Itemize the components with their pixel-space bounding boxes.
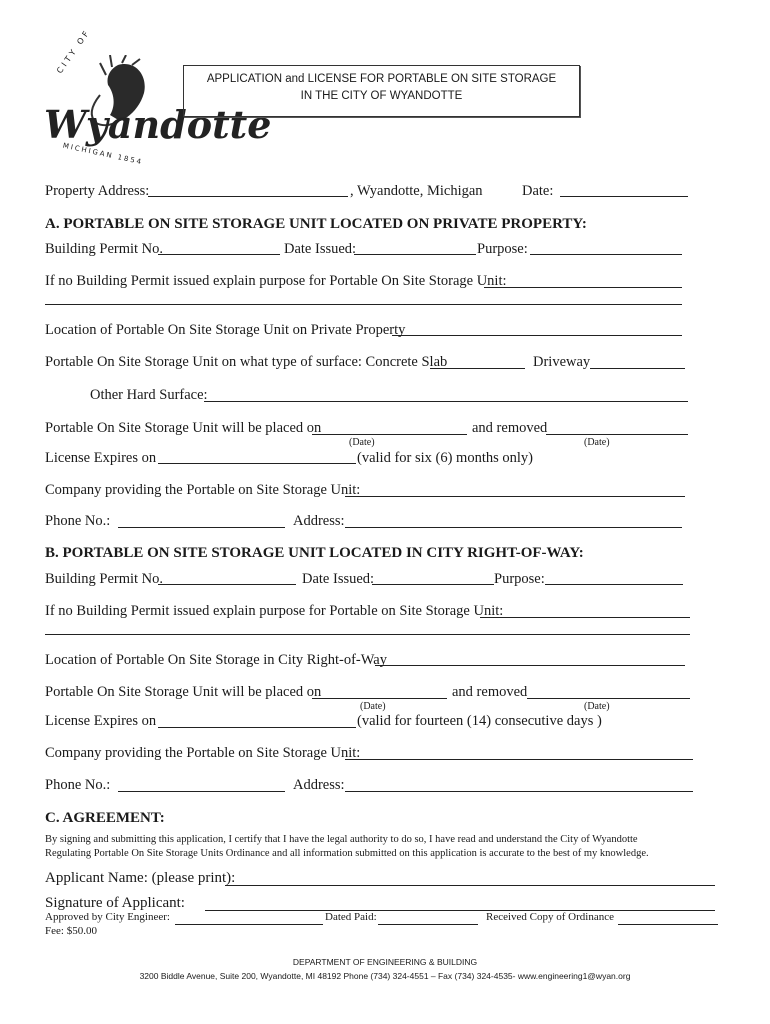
a-removed-label: and removed (472, 420, 548, 436)
a-location-field[interactable] (392, 335, 682, 336)
a-date-issued-field[interactable] (354, 254, 476, 255)
section-a-heading: A. PORTABLE ON SITE STORAGE UNIT LOCATED ON PRIVATE PROPERTY: (45, 216, 587, 232)
a-placed-on-label: Portable On Site Storage Unit will be placed on (45, 420, 322, 436)
b-building-permit-field[interactable] (158, 584, 296, 585)
logo-wordmark: Wyandotte (44, 102, 272, 147)
applicant-name-field[interactable] (225, 885, 715, 886)
fee-text: Fee: $50.00 (45, 925, 97, 937)
b-location-field[interactable] (375, 665, 685, 666)
a-no-permit-field[interactable] (484, 287, 682, 288)
a-driveway-label: Driveway (533, 354, 591, 370)
b-purpose-label: Purpose: (494, 571, 545, 587)
section-b-heading: B. PORTABLE ON SITE STORAGE UNIT LOCATED IN CITY RIGHT-OF-WAY: (45, 545, 584, 561)
signature-label: Signature of Applicant: (45, 895, 185, 911)
a-date-hint-2: (Date) (584, 437, 610, 448)
agreement-text-line2: Regulating Portable On Site Storage Units Ordinance and all information submitted on this application is accurate to the best of my knowledge. (45, 848, 649, 859)
a-no-permit-label: If no Building Permit issued explain purpose for Portable On Site Storage Unit: (45, 273, 507, 289)
agreement-text-line1: By signing and submitting this application, I certify that I have the legal authority to do so, I have read and understand the City of Wyandotte (45, 834, 638, 845)
a-purpose-field[interactable] (530, 254, 682, 255)
a-driveway-field[interactable] (590, 368, 685, 369)
a-address-label: Address: (293, 513, 345, 529)
dated-paid-label: Dated Paid: (325, 911, 377, 923)
received-ordinance-field[interactable] (618, 924, 718, 925)
b-expires-label: License Expires on (45, 713, 157, 729)
received-ordinance-label: Received Copy of Ordinance (486, 911, 614, 923)
a-other-surface-label: Other Hard Surface: (90, 387, 208, 403)
b-no-permit-label: If no Building Permit issued explain purpose for Portable on Site Storage Unit: (45, 603, 504, 619)
b-date-hint-1: (Date) (360, 701, 386, 712)
a-surface-label: Portable On Site Storage Unit on what type of surface: Concrete Slab (45, 354, 448, 370)
a-expires-field[interactable] (158, 463, 356, 464)
a-building-permit-label: Building Permit No. (45, 241, 164, 257)
a-company-field[interactable] (345, 496, 685, 497)
a-date-issued-label: Date Issued: (284, 241, 357, 257)
b-expires-field[interactable] (158, 727, 356, 728)
b-placed-on-label: Portable On Site Storage Unit will be placed on (45, 684, 322, 700)
footer-department: DEPARTMENT OF ENGINEERING & BUILDING (292, 957, 478, 967)
a-placed-on-field[interactable] (312, 434, 467, 435)
a-address-field[interactable] (345, 527, 682, 528)
applicant-name-label: Applicant Name: (please print): (45, 870, 236, 886)
b-date-hint-2: (Date) (584, 701, 610, 712)
b-phone-label: Phone No.: (45, 777, 111, 793)
b-removed-field[interactable] (527, 698, 690, 699)
signature-field[interactable] (205, 910, 715, 911)
dated-paid-field[interactable] (378, 924, 478, 925)
a-location-label: Location of Portable On Site Storage Unit on Private Property (45, 322, 406, 338)
a-phone-field[interactable] (118, 527, 285, 528)
b-date-issued-field[interactable] (372, 584, 494, 585)
a-removed-field[interactable] (546, 434, 688, 435)
b-placed-on-field[interactable] (312, 698, 447, 699)
logo-ring-top: CITY OF (55, 27, 93, 76)
b-address-label: Address: (293, 777, 345, 793)
a-no-permit-field-2[interactable] (45, 304, 682, 305)
b-no-permit-field[interactable] (480, 617, 690, 618)
approved-label: Approved by City Engineer: (45, 911, 170, 923)
a-date-hint-1: (Date) (349, 437, 375, 448)
b-valid-note: (valid for fourteen (14) consecutive days ) (357, 713, 602, 729)
property-address-field[interactable] (148, 196, 348, 197)
form-title-line2: IN THE CITY OF WYANDOTTE (300, 90, 463, 102)
approved-field[interactable] (175, 924, 323, 925)
a-expires-label: License Expires on (45, 450, 157, 466)
b-date-issued-label: Date Issued: (302, 571, 375, 587)
city-label: , Wyandotte, Michigan (350, 183, 483, 199)
b-no-permit-field-2[interactable] (45, 634, 690, 635)
a-company-label: Company providing the Portable on Site Storage Unit: (45, 482, 361, 498)
b-address-field[interactable] (345, 791, 693, 792)
a-phone-label: Phone No.: (45, 513, 111, 529)
a-purpose-label: Purpose: (477, 241, 528, 257)
b-company-label: Company providing the Portable on Site Storage Unit: (45, 745, 361, 761)
b-removed-label: and removed (452, 684, 528, 700)
a-other-surface-field[interactable] (204, 401, 688, 402)
property-address-label: Property Address: (45, 183, 150, 199)
b-location-label: Location of Portable On Site Storage in City Right-of-Way (45, 652, 387, 668)
a-building-permit-field[interactable] (158, 254, 280, 255)
a-valid-note: (valid for six (6) months only) (357, 450, 533, 466)
form-title-box (183, 65, 580, 117)
footer-address: 3200 Biddle Avenue, Suite 200, Wyandotte, MI 48192 Phone (734) 324-4551 – Fax (734) 324-4535- www.engineering1@wyan.org (139, 971, 631, 981)
date-label: Date: (522, 183, 554, 199)
b-phone-field[interactable] (118, 791, 285, 792)
logo-ring-bottom: MICHIGAN 1854 (62, 141, 144, 167)
b-purpose-field[interactable] (545, 584, 683, 585)
form-title-line1: APPLICATION and LICENSE FOR PORTABLE ON SITE STORAGE (206, 73, 557, 85)
b-company-field[interactable] (345, 759, 693, 760)
section-c-heading: C. AGREEMENT: (45, 810, 165, 826)
a-concrete-slab-field[interactable] (430, 368, 525, 369)
date-field[interactable] (560, 196, 688, 197)
b-building-permit-label: Building Permit No. (45, 571, 164, 587)
